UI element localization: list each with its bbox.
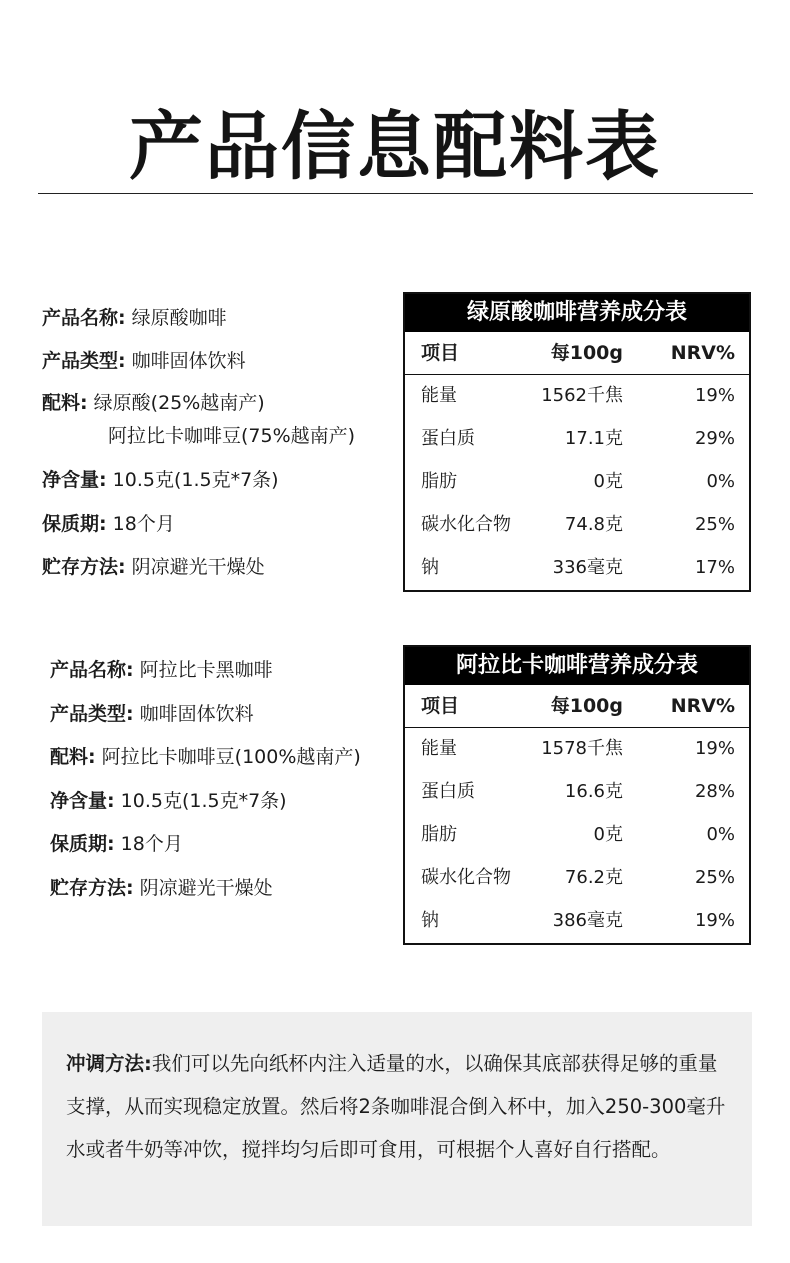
- product2-shelf-label: 保质期:: [50, 833, 115, 855]
- preparation-method-body: 我们可以先向纸杯内注入适量的水，以确保其底部获得足够的重量支撑，从而实现稳定放置。然后将2条咖啡混合倒入杯中，加入250-300毫升水或者牛奶等冲饮，搅拌均匀后即可食用，可根据个人喜好自行搭配。: [66, 1052, 726, 1161]
- page-title: 产品信息配料表: [129, 104, 661, 190]
- product2-type-label: 产品类型:: [50, 703, 134, 725]
- product1-net-label: 净含量:: [42, 469, 107, 491]
- nutrient-amount: 336毫克: [552, 557, 623, 578]
- preparation-method-text: [66, 1042, 731, 1171]
- nutrient-name: 钠: [421, 910, 439, 931]
- nutrient-name: 蛋白质: [421, 781, 475, 802]
- nutrient-amount: 16.6克: [564, 781, 623, 802]
- product2-net-label: 净含量:: [50, 790, 115, 812]
- table-row: [405, 547, 749, 590]
- nutrient-name: 脂肪: [421, 824, 457, 845]
- table-row: [405, 418, 749, 461]
- product2-storage-row: [50, 873, 273, 900]
- nutrition-table-2-title: 阿拉比卡咖啡营养成分表: [405, 647, 749, 685]
- table-row: [405, 504, 749, 547]
- product2-name-row: [50, 655, 273, 682]
- product1-type-label: 产品类型:: [42, 350, 126, 372]
- nutrient-amount: 1578千焦: [541, 738, 623, 759]
- nutrient-nrv: 0%: [706, 471, 735, 492]
- nutrient-nrv: 25%: [694, 867, 735, 888]
- product1-net-row: [42, 465, 279, 492]
- product2-ingredients-line1: 阿拉比卡咖啡豆(100%越南产): [101, 746, 361, 768]
- product2-shelf: 18个月: [120, 833, 183, 855]
- product1-storage: 阴凉避光干燥处: [131, 556, 265, 578]
- product1-type-row: [42, 346, 246, 373]
- nutrition-table-1: [403, 292, 751, 592]
- product1-type: 咖啡固体饮料: [131, 350, 246, 372]
- product1-storage-row: [42, 552, 265, 579]
- product2-storage: 阴凉避光干燥处: [139, 877, 273, 899]
- col-per100g-header: 每100g: [550, 342, 623, 364]
- product2-storage-label: 贮存方法:: [50, 877, 134, 899]
- product1-ingredients-line1: 绿原酸(25%越南产): [93, 392, 265, 414]
- nutrition-table-2-header: [405, 685, 749, 728]
- product2-type-row: [50, 699, 254, 726]
- nutrient-name: 脂肪: [421, 471, 457, 492]
- col-nrv-header: NRV%: [670, 695, 735, 717]
- nutrition-table-1-title: 绿原酸咖啡营养成分表: [405, 294, 749, 332]
- product1-shelf: 18个月: [112, 513, 175, 535]
- col-per100g-header: 每100g: [550, 695, 623, 717]
- table-row: [405, 461, 749, 504]
- nutrient-name: 碳水化合物: [421, 514, 511, 535]
- nutrient-amount: 17.1克: [564, 428, 623, 449]
- nutrient-nrv: 28%: [694, 781, 735, 802]
- product1-net: 10.5克(1.5克*7条): [112, 469, 279, 491]
- product1-storage-label: 贮存方法:: [42, 556, 126, 578]
- product2-net: 10.5克(1.5克*7条): [120, 790, 287, 812]
- col-item-header: 项目: [421, 695, 460, 717]
- product1-name: 绿原酸咖啡: [131, 307, 227, 329]
- product2-net-row: [50, 786, 287, 813]
- product2-type: 咖啡固体饮料: [139, 703, 254, 725]
- nutrient-nrv: 19%: [694, 910, 735, 931]
- product1-ingredients-line2: 阿拉比卡咖啡豆(75%越南产): [108, 425, 356, 447]
- nutrient-amount: 1562千焦: [541, 385, 623, 406]
- table-row: [405, 375, 749, 418]
- nutrient-nrv: 19%: [694, 385, 735, 406]
- product1-ingredients-row2: [108, 421, 355, 448]
- table-row: [405, 728, 749, 771]
- nutrient-nrv: 17%: [694, 557, 735, 578]
- nutrient-amount: 0克: [593, 471, 623, 492]
- nutrient-amount: 74.8克: [564, 514, 623, 535]
- nutrient-nrv: 19%: [694, 738, 735, 759]
- product2-name: 阿拉比卡黑咖啡: [139, 659, 273, 681]
- product2-shelf-row: [50, 829, 183, 856]
- table-row: [405, 771, 749, 814]
- nutrient-name: 蛋白质: [421, 428, 475, 449]
- table-row: [405, 900, 749, 943]
- product1-ingredients-label: 配料:: [42, 392, 88, 414]
- product1-ingredients-row: [42, 388, 265, 415]
- product2-name-label: 产品名称:: [50, 659, 134, 681]
- product1-name-row: [42, 303, 227, 330]
- title-divider: [38, 193, 753, 194]
- product1-name-label: 产品名称:: [42, 307, 126, 329]
- nutrient-nrv: 0%: [706, 824, 735, 845]
- preparation-method-label: 冲调方法:: [66, 1052, 152, 1075]
- nutrition-table-1-header: [405, 332, 749, 375]
- nutrient-nrv: 25%: [694, 514, 735, 535]
- col-nrv-header: NRV%: [670, 342, 735, 364]
- nutrient-name: 钠: [421, 557, 439, 578]
- nutrient-name: 能量: [421, 385, 457, 406]
- nutrient-amount: 0克: [593, 824, 623, 845]
- preparation-method-box: [42, 1012, 752, 1226]
- nutrient-name: 能量: [421, 738, 457, 759]
- product2-ingredients-label: 配料:: [50, 746, 96, 768]
- col-item-header: 项目: [421, 342, 460, 364]
- product2-ingredients-row: [50, 742, 361, 769]
- nutrient-amount: 76.2克: [564, 867, 623, 888]
- product1-shelf-row: [42, 509, 175, 536]
- table-row: [405, 857, 749, 900]
- product1-shelf-label: 保质期:: [42, 513, 107, 535]
- nutrient-nrv: 29%: [694, 428, 735, 449]
- nutrition-table-2: [403, 645, 751, 945]
- table-row: [405, 814, 749, 857]
- nutrient-name: 碳水化合物: [421, 867, 511, 888]
- nutrient-amount: 386毫克: [552, 910, 623, 931]
